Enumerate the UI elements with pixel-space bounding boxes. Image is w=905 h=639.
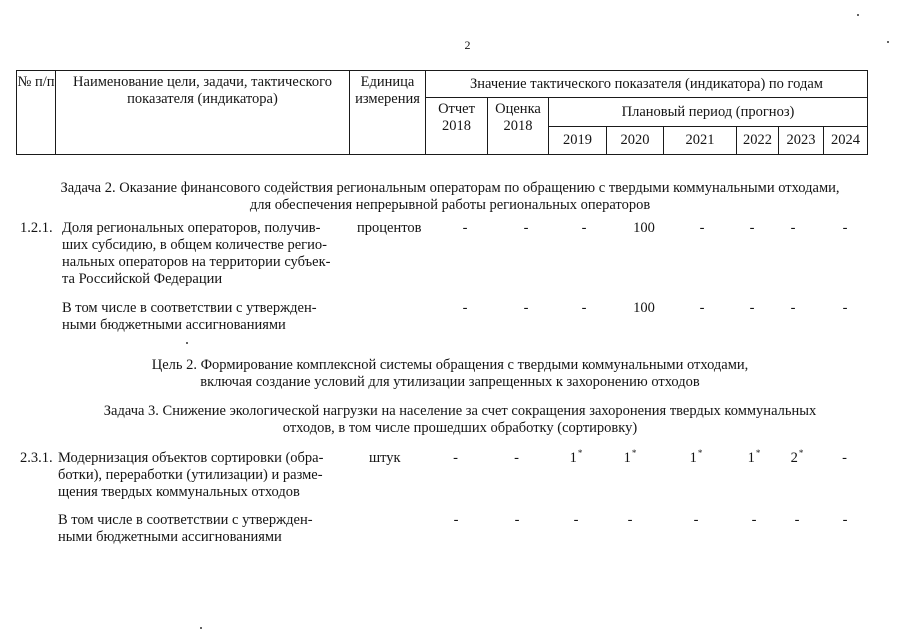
header-year: 2023 (779, 127, 824, 155)
header-values-by-year: Значение тактического показателя (индикатора) по годам (426, 71, 868, 98)
task-2-title: Задача 2. Оказание финансового содействия региональным операторам по обращению с твердыми коммунальными отходами, для обеспечения непрерывной работы региональных операторов (60, 180, 840, 213)
value-cell: - (699, 300, 705, 316)
value-cell: - (794, 512, 800, 528)
indicator-name: Доля региональных операторов, получив- ших субсидию, в общем количестве регио- нальных операторов на территории субъек- та Российской Федерации (62, 220, 331, 287)
header-number-column: № п/п (17, 71, 56, 155)
header-plan-period: Плановый период (прогноз) (549, 98, 868, 127)
value-cell: - (462, 220, 468, 236)
indicator-sub-name: В том числе в соответствии с утвержден- ными бюджетными ассигнованиями (62, 300, 317, 333)
unit-of-measure: штук (369, 450, 401, 466)
value-cell: - (523, 300, 529, 316)
value-cell: - (749, 300, 755, 316)
value-cell: - (453, 512, 459, 528)
value-cell: - (699, 220, 705, 236)
header-year: 2021 (664, 127, 737, 155)
value-cell: - (751, 512, 757, 528)
row-number: 1.2.1. (20, 220, 53, 236)
value-cell: - (693, 512, 699, 528)
value-cell: 100 (633, 300, 655, 316)
value-cell: - (842, 512, 848, 528)
value-cell: - (573, 512, 579, 528)
scan-speck (200, 627, 202, 629)
value-cell: - (581, 300, 587, 316)
value-cell: 1* (689, 448, 703, 466)
unit-of-measure: процентов (357, 220, 422, 236)
header-year: 2020 (607, 127, 664, 155)
value-cell: - (453, 450, 458, 466)
value-cell: 100 (633, 220, 655, 236)
header-report-2018: Отчет 2018 (426, 98, 488, 155)
value-cell: 2* (790, 448, 804, 466)
header-name-column: Наименование цели, задачи, тактического показателя (индикатора) (56, 71, 350, 155)
value-cell: - (842, 450, 847, 466)
header-year: 2022 (737, 127, 779, 155)
value-cell: - (462, 300, 468, 316)
scan-speck (186, 342, 188, 344)
value-cell: - (842, 220, 848, 236)
row-number: 2.3.1. (20, 450, 53, 466)
value-cell: - (627, 512, 633, 528)
goal-2-title: Цель 2. Формирование комплексной системы обращения с твердыми коммунальными отходами, включая создание условий для утилизации запрещенных к захоронению отходов (151, 357, 749, 390)
value-cell: - (790, 300, 796, 316)
task-3-title: Задача 3. Снижение экологической нагрузки на население за счет сокращения захоронения твердых коммунальных отходов, в том числе прошедших обработку (сортировку) (103, 403, 817, 436)
value-cell: - (523, 220, 529, 236)
header-year: 2019 (549, 127, 607, 155)
indicator-name: Модернизация объектов сортировки (обра- ботки), переработки (утилизации) и разме- щения твердых коммунальных отходов (58, 450, 324, 500)
scan-speck (887, 41, 889, 43)
value-cell: - (514, 512, 520, 528)
value-cell: - (514, 450, 519, 466)
value-cell: 1* (623, 448, 637, 466)
header-unit-column: Единица измерения (350, 71, 426, 155)
page-number: 2 (464, 38, 471, 52)
header-year: 2024 (824, 127, 868, 155)
value-cell: - (581, 220, 587, 236)
value-cell: - (749, 220, 755, 236)
indicator-sub-name: В том числе в соответствии с утвержден- ными бюджетными ассигнованиями (58, 512, 313, 545)
value-cell: 1* (747, 448, 761, 466)
value-cell: - (790, 220, 796, 236)
value-cell: 1* (569, 448, 583, 466)
scan-speck (857, 14, 859, 16)
value-cell: - (842, 300, 848, 316)
indicator-table-header (16, 70, 868, 155)
header-estimate-2018: Оценка 2018 (488, 98, 549, 155)
